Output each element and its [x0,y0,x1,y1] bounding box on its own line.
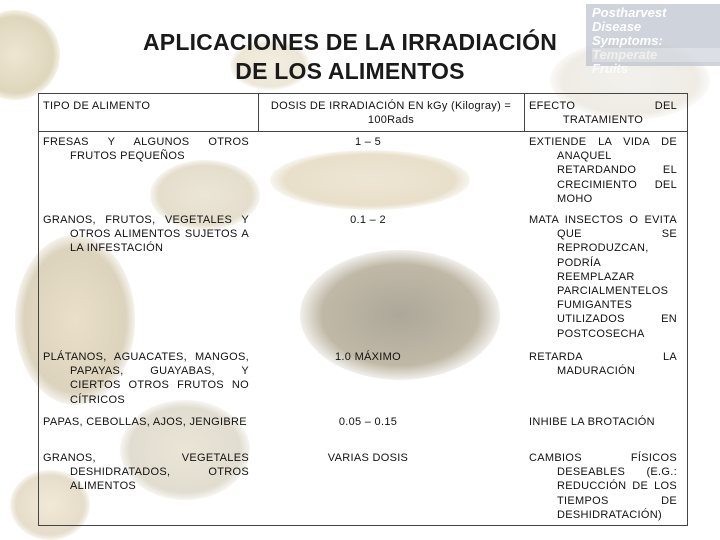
row-2-effect: MATA INSECTOS O EVITA QUE SE REPRODUZCAN, PODRÍA REEMPLAZAR PARCIALMENTELOS FUMIGANTES UTILIZADOS EN POSTCOSECHA [529,214,677,340]
header-dose: DOSIS DE IRRADIACIÓN EN kGy (Kilogray) = 100Rads [270,100,512,127]
row-2-dose: 0.1 – 2 [350,214,386,226]
banner-line: Disease [592,19,642,34]
irradiation-table [38,93,688,525]
row-3-food: PLÁTANOS, AGUACATES, MANGOS, PAPAYAS, GUAYABAS, Y CIERTOS OTROS FRUTOS NO CÍTRICOS [43,351,249,406]
row-2-food: GRANOS, FRUTOS, VEGETALES Y OTROS ALIMENTOS SUJETOS A LA INFESTACIÓN [43,214,249,255]
row-1-effect: EXTIENDE LA VIDA DE ANAQUEL RETARDANDO EL CRECIMIENTO DEL MOHO [529,136,677,205]
row-1-food: FRESAS Y ALGUNOS OTROS FRUTOS PEQUEÑOS [43,136,249,163]
row-4-food: PAPAS, CEBOLLAS, AJOS, JENGIBRE [43,416,247,428]
row-1-dose: 1 – 5 [355,136,381,148]
page-title [70,28,630,86]
row-4-effect: INHIBE LA BROTACIÓN [529,416,655,428]
banner-line: Postharvest [592,5,667,20]
row-5-dose: VARIAS DOSIS [327,452,409,464]
row-4-dose: 0.05 – 0.15 [338,416,398,428]
banner-line: Fruits [592,61,629,76]
row-3-effect: RETARDA LA MADURACIÓN [529,351,677,378]
header-effect-line1: EFECTO DEL [529,100,677,112]
banner-line: Symptoms: [592,33,663,48]
page-title-line2: DE LOS ALIMENTOS [235,58,465,84]
row-5-food: GRANOS, VEGETALES DESHIDRATADOS, OTROS ALIMENTOS [43,452,249,493]
row-5-effect: CAMBIOS FÍSICOS DESEABLES (E.G.: REDUCCIÓN DE LOS TIEMPOS DE DESHIDRATACIÓN) [529,452,677,521]
banner-line: Temperate [592,48,720,62]
header-effect [529,99,677,127]
row-3-dose: 1.0 MÁXIMO [335,351,401,363]
header-effect-line2: TRATAMIENTO [562,114,644,127]
page-title-line1: APLICACIONES DE LA IRRADIACIÓN [142,29,558,55]
header-food-type: TIPO DE ALIMENTO [43,100,151,112]
